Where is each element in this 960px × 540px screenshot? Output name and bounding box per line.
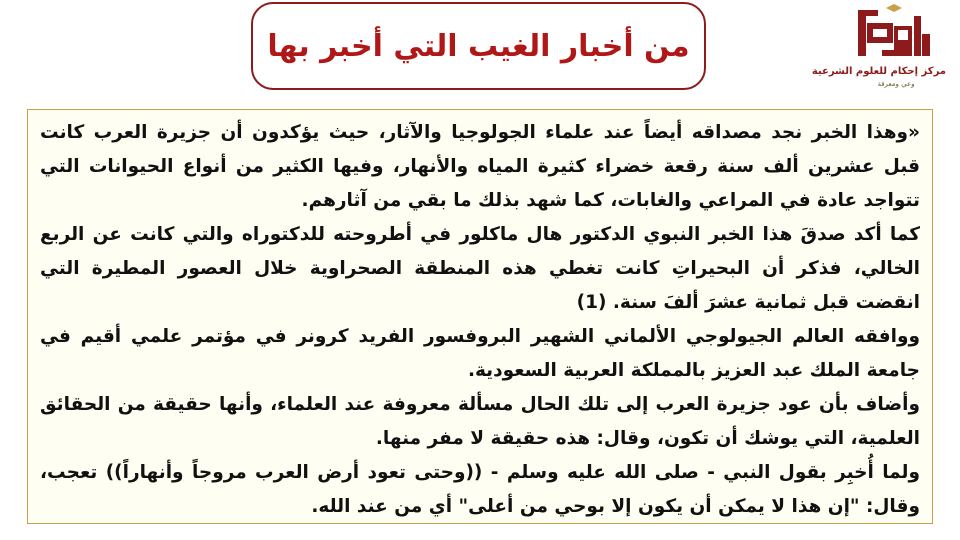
paragraph: ووافقه العالم الجيولوجي الألماني الشهير البروفسور الفريد كرونر في مؤتمر علمي أقيم في جامعة الملك عبد العزيز بالمملكة العربية السعودية. <box>40 326 920 381</box>
logo <box>811 4 956 88</box>
article-body <box>40 116 920 524</box>
paragraph: كما أكد صدقَ هذا الخبر النبوي الدكتور هال ماكلور في أطروحته للدكتوراه والتي كانت عن الربع الخالي، فذكر أن البحيراتِ كانت تغطي هذه المنطقة الصحراوية خلال العصور المطيرة التي انقضت قبل ثمانية عشرَ ألفَ سنة. (1) <box>40 224 920 313</box>
paragraph: وأضاف بأن عود جزيرة العرب إلى تلك الحال مسألة معروفة عند العلماء، وأنها حقيقة من الحقائق العلمية، التي يوشك أن تكون، وقال: هذه حقيقة لا مفر منها. <box>40 394 920 449</box>
logo-subtitle: مركز إحكام للعلوم الشرعية <box>811 66 946 77</box>
paragraph: «وهذا الخبر نجد مصداقه أيضاً عند علماء الجولوجيا والآثار، حيث يؤكدون أن جزيرة العرب كانت قبل عشرين ألف سنة رقعة خضراء كثيرة المياه والأنهار، وفيها الكثير من أنواع الحيوانات التي تتواجد عادة في المراعي والغابات، كما شهد بذلك ما بقي من آثارهم. <box>40 122 920 211</box>
title-banner <box>251 2 706 90</box>
logo-mark <box>856 4 932 64</box>
page-title: من أخبار الغيب التي أخبر بها <box>267 28 690 64</box>
logo-tagline: وعي ومعرفة <box>877 80 915 88</box>
content-box <box>27 109 933 524</box>
paragraph: ولما أُخبِر بقول النبي - صلى الله عليه وسلم - ((وحتى تعود أرض العرب مروجاً وأنهاراً)) تعجب، وقال: "إن هذا لا يمكن أن يكون إلا بوحي من أعلى" أي من عند الله. <box>40 462 920 517</box>
